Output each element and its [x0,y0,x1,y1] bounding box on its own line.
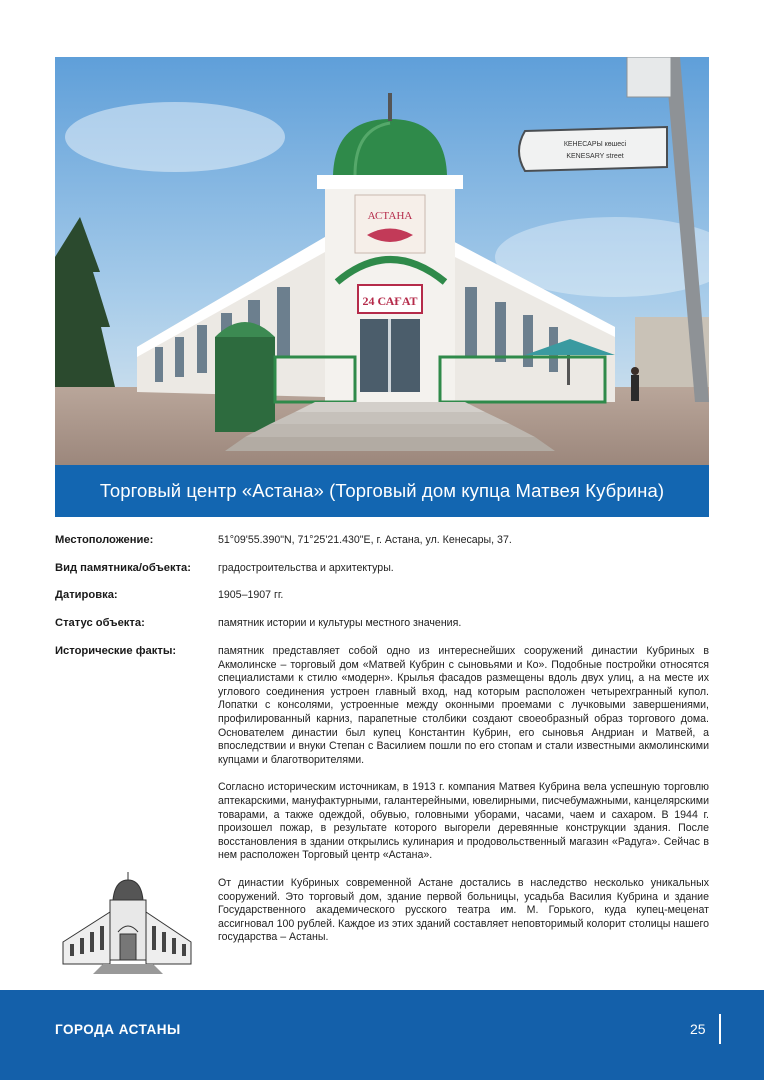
page-divider [719,1014,721,1044]
fact-value-location: 51°09'55.390"N, 71°25'21.430"E, г. Астана, ул. Кенесары, 37. [218,534,512,546]
street-sign-street: KENESARY street [566,153,624,160]
history-text [218,645,709,959]
fact-value-status: памятник истории и культуры местного значения. [218,617,462,629]
fact-label-type: Вид памятника/объекта: [55,562,191,574]
fact-value-dating: 1905–1907 гг. [218,589,284,601]
facade-logo-text: АСТАНА [367,210,413,222]
fact-label-location: Местоположение: [55,534,154,546]
page-title: Торговый центр «Астана» (Торговый дом купца Матвея Кубрина) [99,480,665,501]
building-photo [55,57,709,465]
building-sketch [58,872,196,980]
footer-title: ГОРОДА АСТАНЫ [55,1022,181,1037]
page-number: 25 [690,1021,706,1037]
fact-label-dating: Датировка: [55,589,118,601]
fact-label-history: Исторические факты: [55,645,177,657]
fact-label-status: Статус объекта: [55,617,145,629]
fact-value-type: градостроительства и архитектуры. [218,562,394,574]
street-sign-name: КЕНЕСАРЫ көшесі [563,141,627,148]
history-paragraph: От династии Кубриных современной Астане достались в наследство несколько уникальных сооружений. Это торговый дом, здание первой больницы, усадьба Василия Кубрина и здание Государственного академического русского театра им. М. Горького, куда купец-меценат ассигновал 100 рублей. Каждое из этих зданий составляет неповторимый колорит столицы нашего государства – Астаны. [218,876,709,944]
title-bar [55,465,709,517]
facade-sign-text: 24 САҒАТ [362,294,418,308]
history-paragraph: Согласно историческим источникам, в 1913 г. компания Матвея Кубрина вела успешную торговлю аптекарскими, мануфактурными, галантерейными, ювелирными, писчебумажными, канцелярскими товарами, а также одеждой, обувью, головными уборами, часами, чаем и сахаром. В 1944 г. произошел пожар, в результате которого выгорели деревянные конструкции здания. После восстановления в здании открылись кулинария и продовольственный магазин «Радуга». Сейчас в нем расположен Торговый центр «Астана». [218,781,709,862]
page-footer [0,990,764,1080]
history-paragraph: памятник представляет собой одно из интереснейших сооружений династии Кубриных в Акмолинске – торговый дом «Матвей Кубрин с сыновьями и Ко». Подобные постройки относятся специалистами к стилю «модерн». Крылья фасадов размещены вдоль двух улиц, а на месте их углового соединения устроен главный вход, над которым расположен четырехгранный купол. Лопатки с консолями, устроенные между оконными проемами с лучковыми завершениями, профилированный карниз, парапетные столбики создают своеобразный образ торгового дома. Основателем династии был купец Константин Кубрин, его сыновья Андриан и Матвей, а впоследствии и внуки Степан с Василием пошли по его стопам и стали известными акмолинскими купцами и благотворителями. [218,645,709,766]
